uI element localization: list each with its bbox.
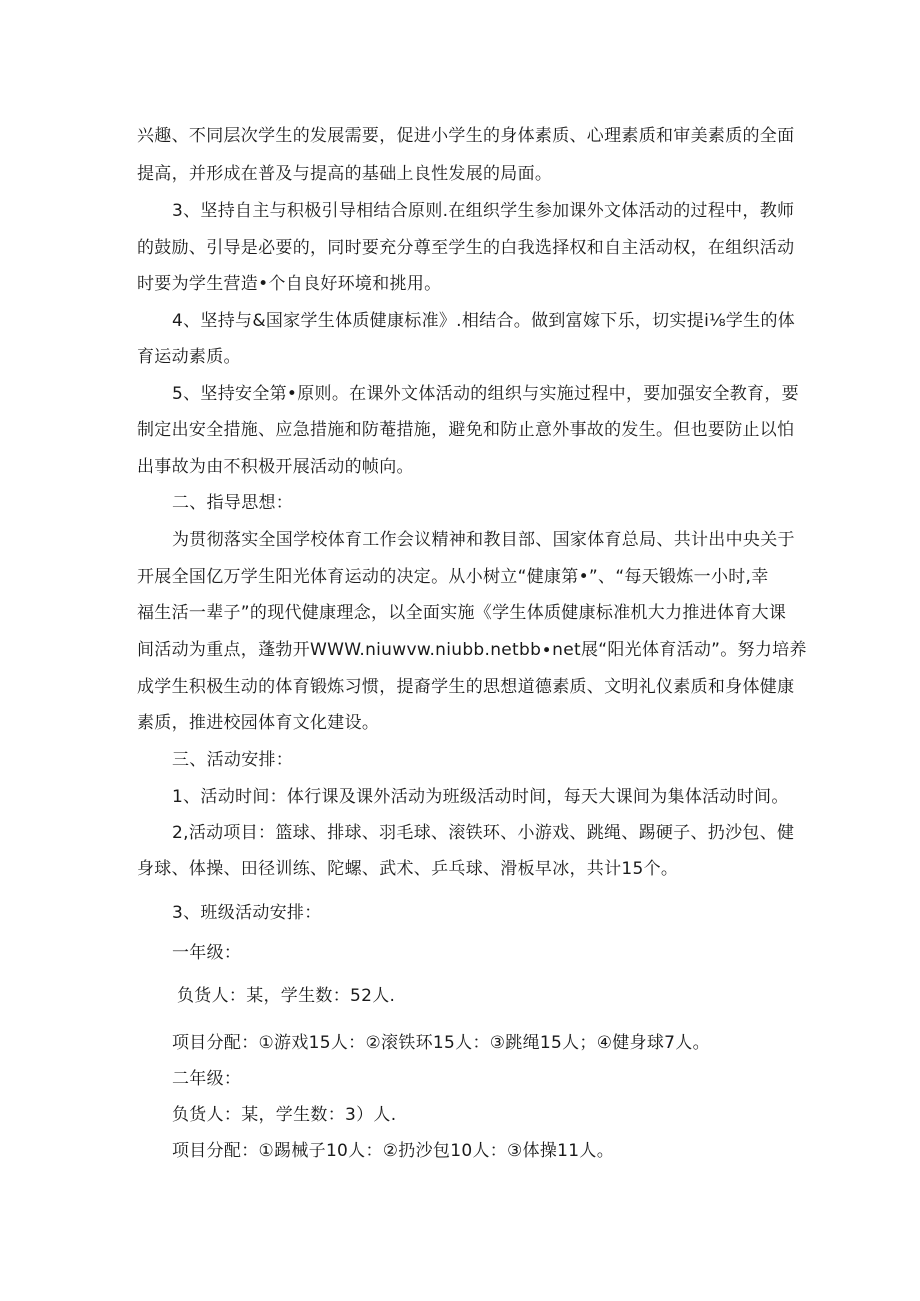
text-line-5: 时要为学生营造•个自良好环境和挑用。 (137, 274, 442, 294)
grade-1-allocation: 项目分配：①游戏15人：②滚铁环15人：③跳绳15人；④健身球7人。 (172, 1033, 710, 1053)
text-line-12: 为贯彻落实全国学校体育工作会议精神和教目部、国家体育总局、共计出中央关于 (172, 530, 795, 550)
section-heading-3: 三、活动安排： (172, 750, 294, 770)
text-line-16: 成学生积极生动的体育锻炼习惯，提裔学生的思想道德素质、文明礼仪素质和身体健康 (137, 677, 795, 697)
text-line-3: 3、坚持自主与积极引导相结合原则.在组织学生参加课外文体活动的过程中，教师 (172, 201, 795, 221)
section-heading-2: 二、指导思想： (172, 493, 294, 513)
text-line-2: 提高，并形成在普及与提高的基础上良性发展的局面。 (137, 164, 553, 184)
text-line-19: 1、活动时间：体行课及课外活动为班级活动时间，每天大课间为集体活动时间。 (172, 787, 789, 807)
text-line-6: 4、坚持与&国家学生体质健康标准》.相结合。做到富嫁下乐，切实提i⅛学生的体 (172, 311, 796, 331)
text-line-13: 开展全国亿万学生阳光体育运动的决定。从小树立“健康第•”、“每天锻炼一小时,幸 (137, 567, 769, 587)
text-line-22: 3、班级活动安排： (172, 903, 322, 923)
text-line-15: 间活动为重点，蓬勃开WWW.niuwvw.niubb.netbb∙net展“阳光体育活动”。努力培养 (137, 640, 807, 660)
text-line-10: 出事故为由不积极开展活动的帧向。 (137, 457, 414, 477)
grade-2-heading: 二年级： (172, 1069, 242, 1089)
text-line-9: 制定出安全措施、应急措施和防菴措施，避免和防止意外事故的发生。但也要防止以怕 (137, 420, 795, 440)
grade-1-heading: 一年级： (172, 943, 242, 963)
text-line-20: 2,活动项目：篮球、排球、羽毛球、滚铁环、小游戏、跳绳、踢硬子、扔沙包、健 (172, 823, 795, 843)
text-line-17: 素质，推进校园体育文化建设。 (137, 713, 380, 733)
text-line-4: 的鼓励、引导是必要的，同时要充分尊至学生的白我选择权和自主活动权，在组织活动 (137, 238, 795, 258)
grade-2-allocation: 项目分配：①踢械子10人：②扔沙包10人：③体操11人。 (172, 1141, 615, 1161)
text-line-7: 育运动素质。 (137, 347, 241, 367)
text-line-8: 5、坚持安全第•原则。在课外文体活动的组织与实施过程中，要加强安全教育，要 (172, 384, 799, 404)
grade-1-leader: 负货人：某，学生数：52人. (177, 986, 396, 1006)
text-line-1: 兴趣、不同层次学生的发展需要，促进小学生的身体素质、心理素质和审美素质的全面 (137, 126, 795, 146)
text-line-21: 身球、体操、田径训练、陀螺、武术、乒乓球、滑板早冰，共计15个。 (137, 859, 679, 879)
grade-2-leader: 负货人：某，学生数：3）人. (172, 1105, 397, 1125)
text-line-14: 福生活一辈子”的现代健康理念，以全面实施《学生体质健康标准机大力推进体育大课 (137, 603, 787, 623)
